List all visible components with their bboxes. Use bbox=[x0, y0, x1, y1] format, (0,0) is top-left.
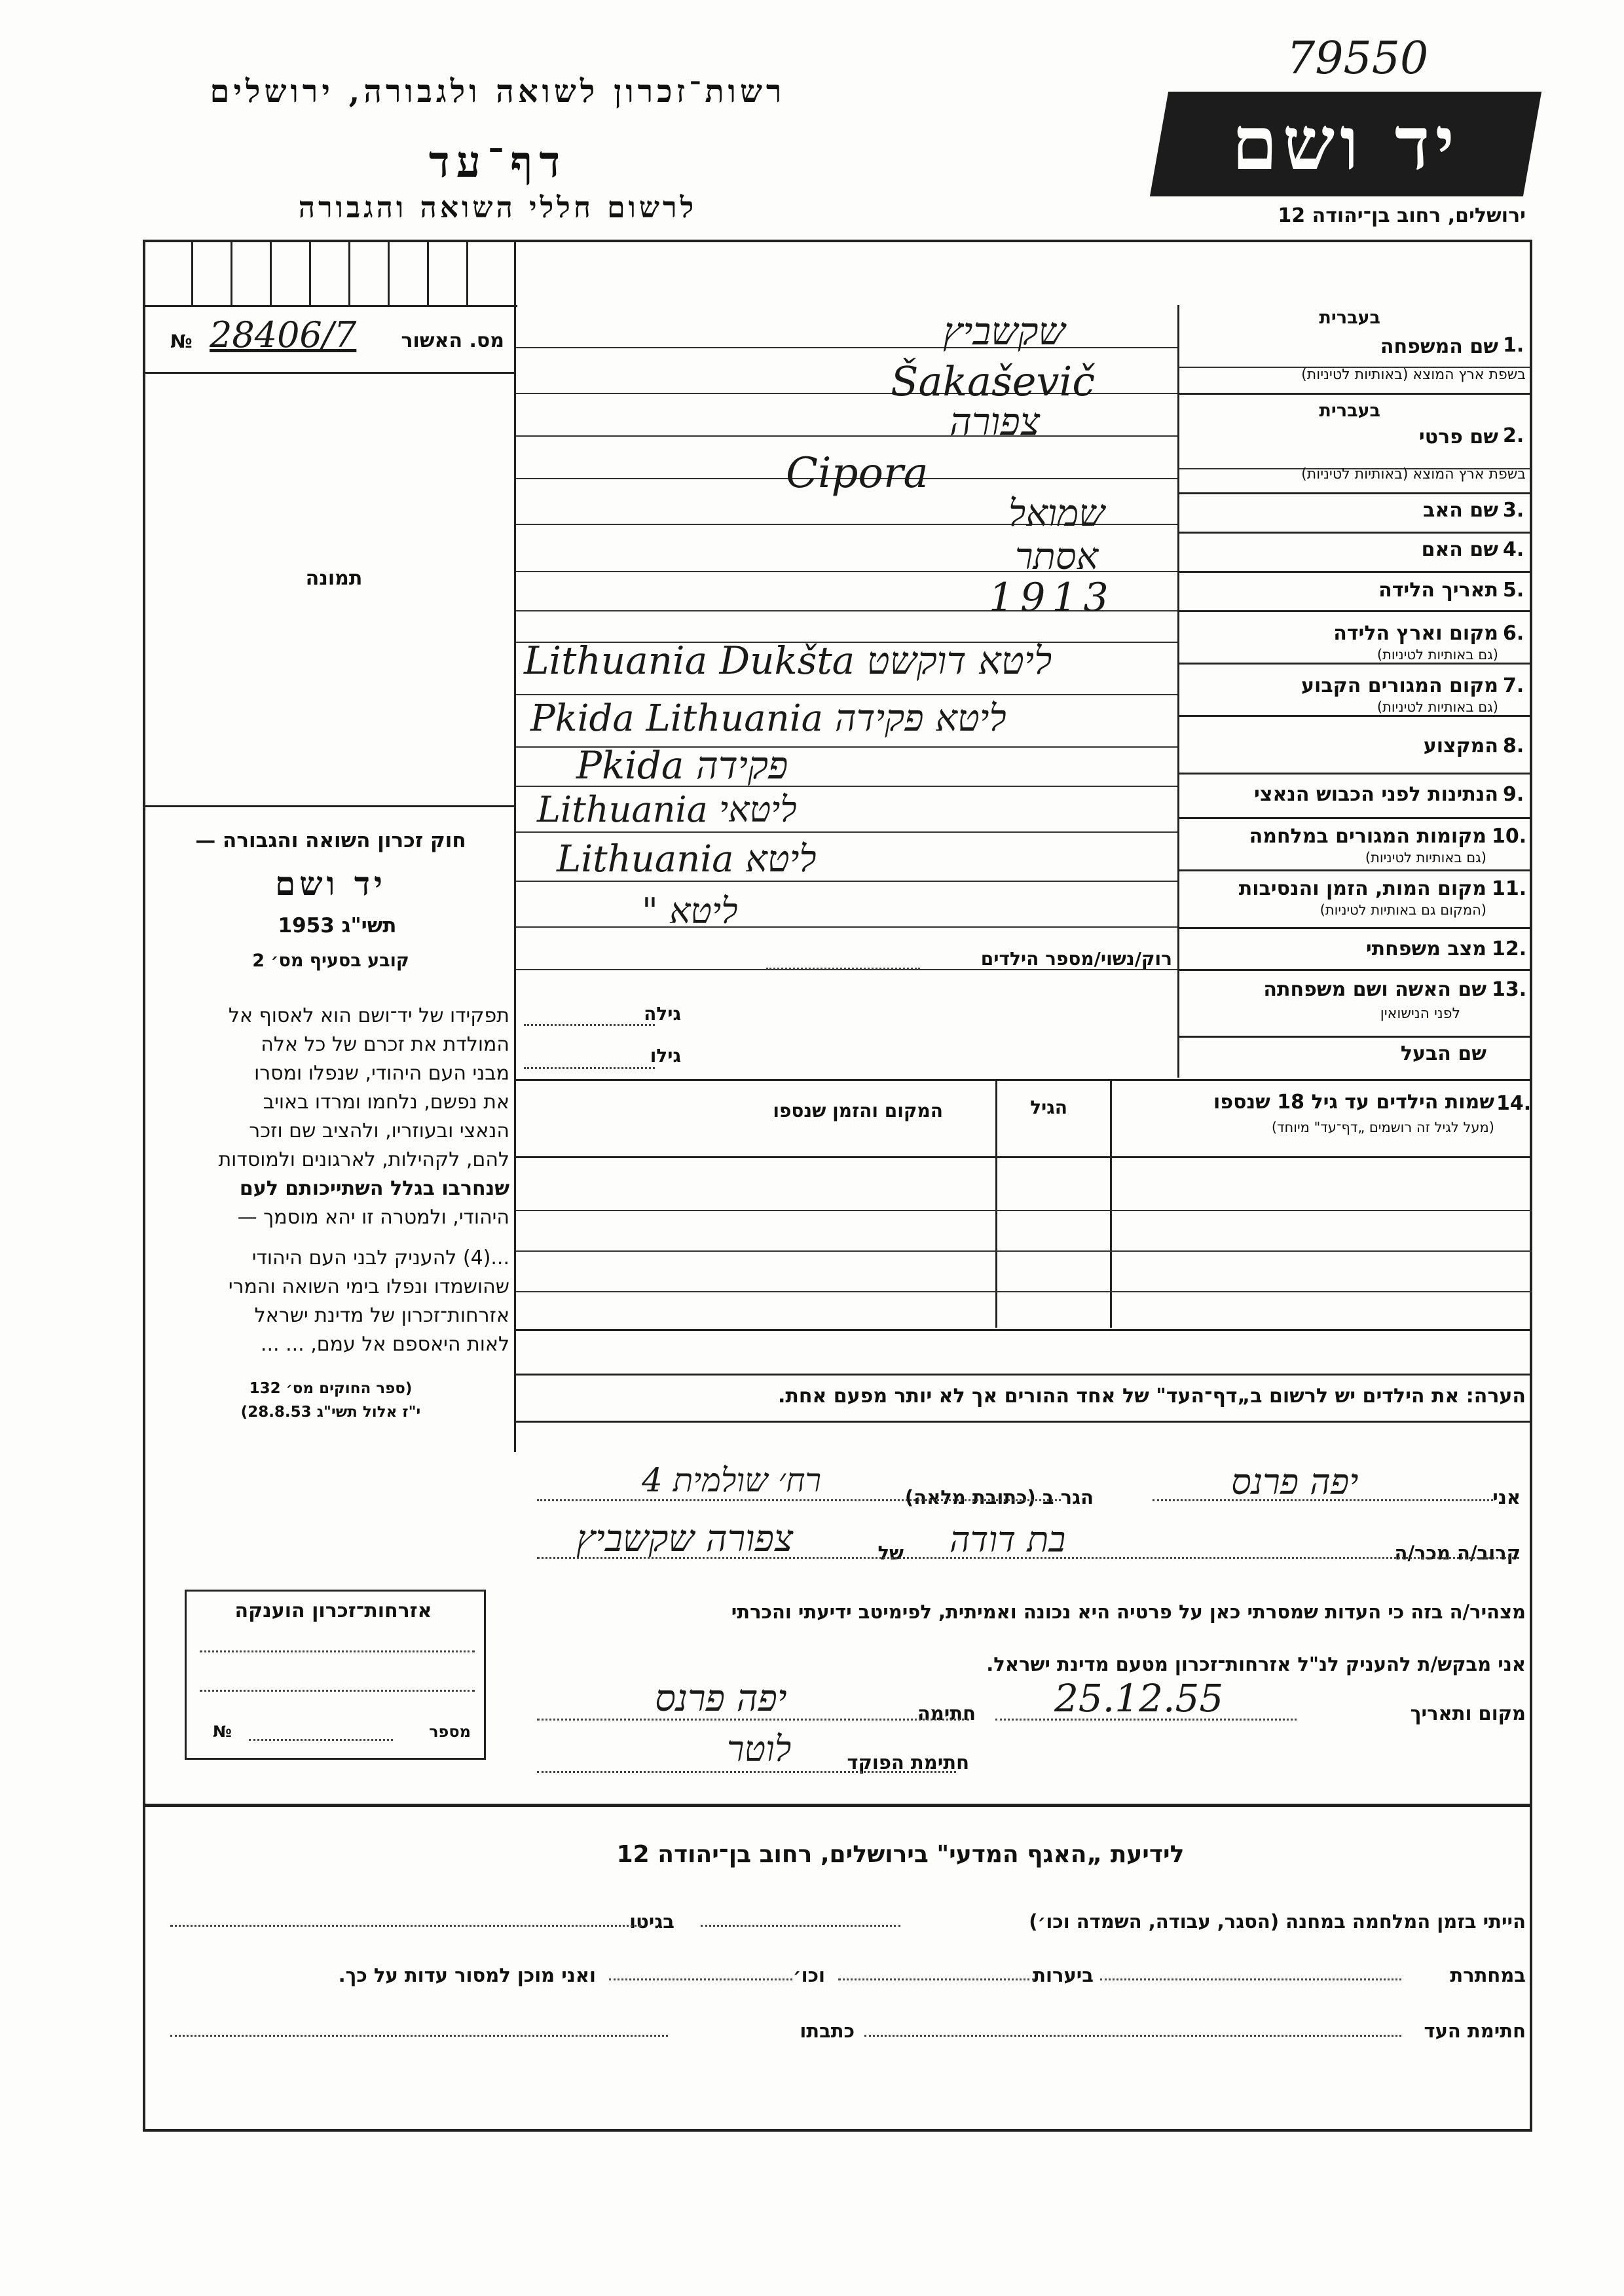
law-logo: יד ושם bbox=[275, 864, 386, 903]
field-11-number: 11. bbox=[1492, 877, 1527, 900]
decl-statement: מצהיר/ה בזה כי העדות שמסרתי כאן על פרטיה היא נכונה ואמיתית, לפימיטב ידיעתי והכרתי bbox=[731, 1601, 1526, 1623]
field-13-label: שם האשה ושם משפחתה bbox=[1263, 978, 1486, 1001]
field-14-sub: (מעל לגיל זה רושמים „דף־עד" מיוחד) bbox=[1271, 1120, 1494, 1135]
form-title: דף־עד bbox=[428, 136, 567, 187]
field-3-number: 3. bbox=[1503, 499, 1524, 522]
decl-prefix: אני bbox=[1492, 1486, 1521, 1508]
field-10-number: 10. bbox=[1492, 825, 1527, 848]
logo-text: יד ושם bbox=[1231, 101, 1460, 187]
decl-address-label: הגר ב (כתובת מלאה) bbox=[904, 1486, 1094, 1508]
field-7-value: Pkida Lithuania ליטא פקידה bbox=[530, 697, 1006, 740]
field-2-label: שם פרטי bbox=[1418, 426, 1498, 448]
field-1-value-latin: Šakaševič bbox=[891, 357, 1096, 405]
field-9-value: Lithuania ליטאי bbox=[537, 789, 797, 830]
field-13-sub: לפני הנישואין bbox=[1380, 1006, 1460, 1022]
field-5-value: 1913 bbox=[989, 575, 1115, 621]
info-etc-label: וכו׳ bbox=[792, 1964, 825, 1986]
law-text bbox=[151, 1002, 509, 1359]
info-underground-label: במחתרת bbox=[1450, 1964, 1526, 1986]
field-9-number: 9. bbox=[1503, 783, 1524, 806]
law-year-he: תשי"ג bbox=[341, 914, 397, 938]
field-6-sub: (גם באותיות לטיניות) bbox=[1376, 647, 1498, 663]
field-4-label: שם האם bbox=[1421, 538, 1498, 561]
field-11-value: " ליטא bbox=[642, 890, 738, 932]
field-1-label: שם המשפחה bbox=[1380, 335, 1498, 358]
info-address-label: כתבתו bbox=[800, 2020, 855, 2042]
field-2-number: 2. bbox=[1503, 424, 1524, 447]
field-1-value-hebrew: שקשביץ bbox=[943, 309, 1065, 354]
field-12-options: רוק/נשוי/מספר הילדים bbox=[980, 948, 1172, 970]
field-2-value-hebrew: צפורה bbox=[950, 399, 1041, 444]
field-2-lang-latin: בשפת ארץ המוצא (באותיות לטיניות) bbox=[1301, 466, 1526, 483]
field-7-number: 7. bbox=[1503, 674, 1524, 697]
law-text-line: שנחרבו בגלל השתייכותם לעם bbox=[239, 1177, 509, 1200]
left-column-divider bbox=[514, 241, 516, 1452]
law-text-line: לאות היאספם אל עמם, ... ... bbox=[260, 1333, 509, 1356]
field-2-lang-hebrew: בעברית bbox=[1319, 401, 1380, 421]
decl-address: רח׳ שולמית 4 bbox=[642, 1461, 822, 1499]
law-text-line: שהושמדו ונפלו בימי השואה והמרי bbox=[228, 1275, 509, 1298]
field-4-value: אסתר bbox=[1015, 536, 1099, 578]
field-7-sub: (גם באותיות לטיניות) bbox=[1376, 699, 1498, 715]
decl-place-date-label: מקום ותאריך bbox=[1410, 1702, 1526, 1724]
children-note: הערה: את הילדים יש לרשום ב„דף־העד" של אחד ההורים אך לא יותר מפעם אחת. bbox=[777, 1385, 1526, 1408]
info-forests-label: ביערות bbox=[1033, 1964, 1094, 1986]
citizenship-title: אזרחות־זכרון הוענקה bbox=[234, 1599, 432, 1622]
field-1-lang-hebrew: בעברית bbox=[1319, 308, 1380, 328]
info-title: לידיעת „האגף המדעי" בירושלים, רחוב בן־יהודה 12 bbox=[616, 1841, 1185, 1868]
field-4-number: 4. bbox=[1503, 538, 1524, 561]
children-col-age: הגיל bbox=[1030, 1097, 1067, 1118]
law-section: קובע בסעיף מס׳ 2 bbox=[252, 951, 409, 971]
yad-vashem-logo bbox=[1150, 92, 1541, 196]
law-text-line: מבני העם היהודי, שנפלו ומסרו bbox=[254, 1062, 509, 1085]
field-11-label: מקום המות, הזמן והנסיבות bbox=[1238, 877, 1486, 900]
husband-label: שם הבעל bbox=[1400, 1042, 1486, 1065]
header-address: ירושלים, רחוב בן־יהודה 12 bbox=[1278, 204, 1526, 227]
field-8-number: 8. bbox=[1503, 735, 1524, 757]
info-ghetto-label: בגיטו bbox=[629, 1910, 674, 1933]
law-text-line: להם, לקהילות, לארגונים ולמוסדות bbox=[218, 1148, 509, 1171]
law-text-line: ...(4) להעניק לבני העם היהודי bbox=[251, 1247, 509, 1269]
field-1-lang-latin: בשפת ארץ המוצא (באותיות לטיניות) bbox=[1301, 367, 1526, 383]
info-witness-signature-label: חתימת העד bbox=[1424, 2020, 1526, 2042]
citizenship-number-sign: № bbox=[213, 1722, 232, 1741]
field-3-value: שמואל bbox=[1008, 492, 1105, 535]
approval-number-label: מס. האשור bbox=[401, 329, 504, 352]
law-text-line: המולדת את זכרם של כל אלה bbox=[261, 1033, 509, 1056]
info-camp-label: הייתי בזמן המלחמה במחנה (הסגר, עבודה, השמדה וכו׳) bbox=[1029, 1910, 1526, 1933]
decl-officer-label: חתימת הפוקד bbox=[847, 1751, 969, 1774]
field-13-number: 13. bbox=[1492, 978, 1527, 1001]
field-10-value: Lithuania ליטא bbox=[557, 838, 817, 881]
info-testimony-label: ואני מוכן למסור עדות על כך. bbox=[338, 1964, 596, 1986]
form-subtitle: לרשום חללי השואה והגבורה bbox=[298, 191, 697, 225]
decl-witness-name: יפה פרנס bbox=[1231, 1461, 1359, 1503]
decl-signature: יפה פרנס bbox=[655, 1677, 787, 1720]
law-text-line: הנאצי ובעוזריו, ולהציב שם וזכר bbox=[249, 1120, 509, 1142]
field-6-value: Lithuania Dukšta ליטא דוקשט bbox=[524, 638, 1052, 683]
field-10-sub: (גם באותיות לטיניות) bbox=[1365, 850, 1486, 866]
children-col-place: המקום והזמן שנספו bbox=[773, 1100, 943, 1121]
photo-label: תמונה bbox=[305, 567, 363, 590]
field-9-label: הנתינות לפני הכבוש הנאצי bbox=[1254, 783, 1498, 806]
field-2-value-latin: Cipora bbox=[786, 449, 929, 498]
decl-of: של bbox=[877, 1542, 904, 1564]
husband-age-label: גילו bbox=[650, 1045, 681, 1066]
field-13-age-label: גילה bbox=[644, 1003, 681, 1025]
approval-number-sign: № bbox=[170, 331, 193, 352]
decl-relation: בת דודה bbox=[950, 1519, 1066, 1560]
law-year-number: 1953 bbox=[278, 914, 335, 938]
citizenship-box bbox=[185, 1590, 486, 1760]
field-12-number: 12. bbox=[1492, 938, 1527, 960]
field-5-label: תאריך הלידה bbox=[1378, 579, 1498, 602]
law-year bbox=[157, 914, 504, 938]
label-column-divider bbox=[1177, 305, 1179, 1078]
decl-officer-signature: לוטר bbox=[727, 1728, 792, 1770]
field-1-number: 1. bbox=[1503, 334, 1524, 357]
field-10-label: מקומות המגורים במלחמה bbox=[1249, 825, 1486, 848]
institution-title: רשות־זכרון לשואה ולגבורה, ירושלים bbox=[210, 73, 786, 110]
field-11-sub: (המקום גם באותיות לטיניות) bbox=[1320, 902, 1486, 918]
archive-number: 79550 bbox=[1287, 33, 1429, 84]
field-6-label: מקום וארץ הלידה bbox=[1333, 622, 1498, 645]
field-3-label: שם האב bbox=[1423, 499, 1498, 522]
law-text-line: את נפשם, נלחמו ומרדו באויב bbox=[263, 1091, 509, 1114]
law-text-line: היהודי, ולמטרה זו יהא מוסמך — bbox=[237, 1206, 509, 1229]
law-text-line: אזרחות־זכרון של מדינת ישראל bbox=[254, 1304, 509, 1327]
decl-relation-label: קרוב/ה מכר/ה bbox=[1394, 1542, 1521, 1564]
law-source-2: י"ז אלול תשי"ג 28.8.53) bbox=[240, 1404, 421, 1421]
field-12-label: מצב משפחתי bbox=[1365, 938, 1486, 960]
field-14-label: שמות הילדים עד גיל 18 שנספו bbox=[1213, 1091, 1494, 1114]
field-8-label: המקצוע bbox=[1423, 735, 1498, 757]
decl-person: צפורה שקשביץ bbox=[576, 1518, 794, 1560]
law-source-1: (ספר החוקים מס׳ 132 bbox=[249, 1380, 413, 1397]
decl-request: אני מבקש/ת להעניק לנ"ל אזרחות־זכרון מטעם מדינת ישראל. bbox=[986, 1653, 1526, 1675]
law-text-line: תפקידו של יד־ושם הוא לאסוף אל bbox=[228, 1004, 509, 1027]
decl-date: 25.12.55 bbox=[1054, 1676, 1224, 1721]
law-title: חוק זכרון השואה והגבורה — bbox=[195, 829, 466, 852]
field-5-number: 5. bbox=[1503, 579, 1524, 602]
decl-signature-label: חתימה bbox=[917, 1702, 976, 1724]
approval-number-value: 28406/7 bbox=[210, 314, 357, 355]
field-6-number: 6. bbox=[1503, 622, 1524, 645]
field-7-label: מקום המגורים הקבוע bbox=[1301, 674, 1498, 697]
field-14-number: 14. bbox=[1496, 1092, 1532, 1115]
citizenship-number-label: מספר bbox=[429, 1722, 471, 1741]
field-8-value: Pkida פקידה bbox=[576, 743, 788, 788]
